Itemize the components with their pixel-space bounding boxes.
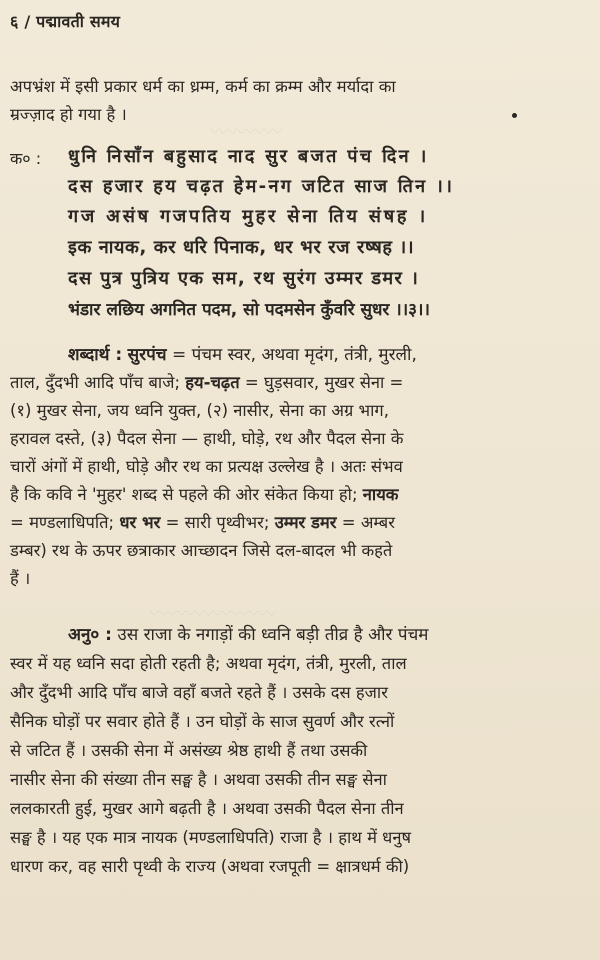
translation-line: ललकारती हुई, मुखर आगे बढ़ती है । अथवा उसकी पैदल सेना तीन (10, 799, 404, 818)
glossary-term: हय-चढ़त (185, 373, 240, 392)
verse-line: दस हजार हय चढ़त हेम-नग जटित साज तिन ।। (68, 176, 455, 197)
header-separator: / (24, 12, 31, 31)
intro-line: अपभ्रंश में इसी प्रकार धर्म का ध्रम्म, कर्म का क्रम्म और मर्यादा का (10, 77, 396, 96)
glossary-line: हैं । (10, 569, 31, 588)
glossary-line (10, 372, 403, 394)
glossary-line: चारों अंगों में हाथी, घोड़े और रथ का प्रत्यक्ष उल्लेख है । अतः संभव (10, 457, 403, 476)
glossary-line (10, 512, 395, 534)
bleed-through-text: 〰〰〰〰 (210, 122, 282, 143)
glossary-line (68, 344, 417, 366)
glossary-label: शब्दार्थ : (68, 345, 123, 365)
translation-line: और दुँदभी आदि पाँच बाजे वहाँ बजते रहते हैं । उसके दस हजार (10, 683, 388, 702)
glossary-line: डम्बर) रथ के ऊपर छत्राकार आच्छादन जिसे दल-बादल भी कहते (10, 541, 393, 560)
translation-line: से जटित हैं । उसकी सेना में असंख्य श्रेष्ठ हाथी हैं तथा उसकी (10, 741, 368, 760)
glossary-line: हरावल दस्ते, (३) पैदल सेना — हाथी, घोड़े, रथ और पैदल सेना के (10, 429, 404, 448)
glossary-text: = घुड़सवार, मुखर सेना = (244, 373, 404, 392)
glossary-term: उम्मर डमर (274, 513, 337, 532)
intro-line: म्रज्ज़ाद हो गया है । (10, 105, 127, 124)
glossary-text: = सारी पृथ्वीभर; (165, 513, 270, 532)
translation-line: नासीर सेना की संख्या तीन सङ्घ है । अथवा उसकी तीन सङ्घ सेना (10, 770, 387, 789)
translation-label: अनु० : (68, 625, 112, 645)
translation-line: सङ्घ है । यह एक मात्र नायक (मण्डलाधिपति) राजा है । हाथ में धनुष (10, 828, 412, 847)
verse-line: धुनि निसाँन बहुसाद नाद सुर बजत पंच दिन । (68, 146, 429, 167)
glossary-line: (१) मुखर सेना, जय ध्वनि युक्त, (२) नासीर, सेना का अग्र भाग, (10, 401, 389, 420)
glossary-term: सुरपंच (127, 345, 167, 365)
glossary-line (10, 484, 398, 506)
translation-line (68, 624, 428, 646)
chapter-title: पद्मावती समय (36, 12, 121, 31)
bleed-through-text: 〰〰〰〰〰〰〰 (150, 604, 276, 625)
running-header (10, 10, 120, 32)
translation-line: स्वर में यह ध्वनि सदा होती रहती है; अथवा मृदंग, तंत्री, मुरली, ताल (10, 654, 407, 673)
translation-text: उस राजा के नगाड़ों की ध्वनि बड़ी तीव्र है और पंचम (117, 625, 429, 645)
verse-line: भंडार लछिय अगनित पदम, सो पदमसेन कुँवरि सुधर ।।३।। (68, 300, 430, 320)
verse-line: दस पुत्र पुत्रिय एक सम, रथ सुरंग उम्मर डमर । (68, 268, 420, 289)
translation-line: धारण कर, वह सारी पृथ्वी के राज्य (अथवा रजपूती = क्षात्रधर्म की) (10, 857, 410, 876)
verse-line: इक नायक, कर धरि पिनाक, धर भर रज रष्षह ।। (68, 237, 415, 258)
glossary-text: = अम्बर (341, 513, 395, 532)
glossary-text: = पंचम स्वर, अथवा मृदंग, तंत्री, मुरली, (171, 345, 417, 365)
page-number: ६ (10, 12, 19, 31)
glossary-term: नायक (362, 485, 399, 504)
ink-speck (512, 113, 517, 118)
glossary-text: ताल, दुँदभी आदि पाँच बाजे; (10, 373, 181, 392)
glossary-text: है कि कवि ने 'मुहर' शब्द से पहले की ओर संकेत किया हो; (10, 485, 358, 504)
glossary-text: = मण्डलाधिपति; (10, 513, 115, 532)
verse-line: गज असंष गजपतिय मुहर सेना तिय संषह । (68, 206, 428, 227)
glossary-term: धर भर (119, 513, 161, 532)
verse-label: क० : (10, 149, 42, 168)
translation-line: सैनिक घोड़ों पर सवार होते हैं । उन घोड़ों के साज सुवर्ण और रत्नों (10, 712, 395, 731)
